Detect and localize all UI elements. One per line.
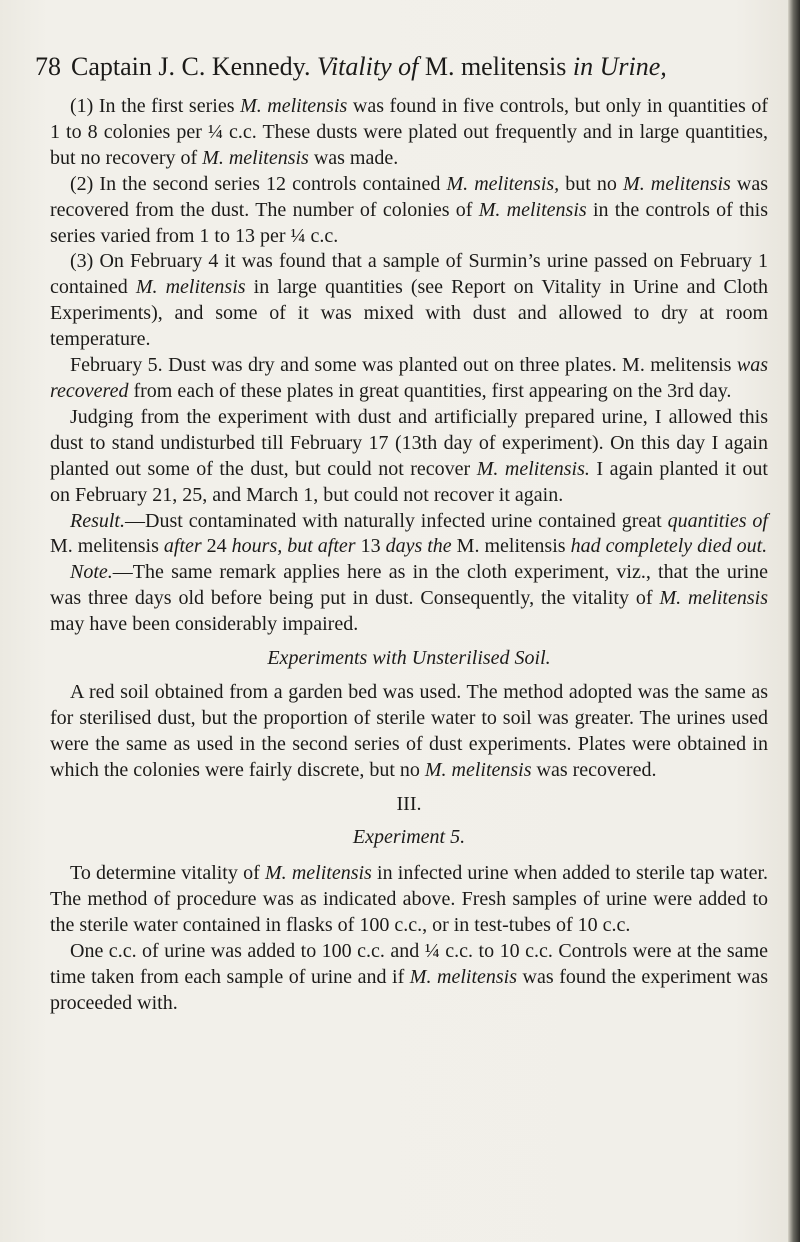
paragraph-one-cc: One c.c. of urine was added to 100 c.c. and ¼ c.c. to 10 c.c. Controls were at the same time taken from each sample of urine and if M. melitensis was found the experiment was proceeded with. — [50, 940, 768, 1014]
paragraph-note: Note.—The same remark applies here as in the cloth experiment, viz., that the urine was three days old before being put in dust. Consequently, the vitality of M. melitensis may have been considerably impaired. — [50, 561, 768, 636]
paragraph-series-1: (1) In the first series M. melitensis was found in five controls, but only in quantities of 1 to 8 colonies per ¼ c.c. These dusts were plated out frequently and in large quantities, but no recovery of M. melitensis was made. — [50, 95, 768, 169]
body-text — [50, 94, 768, 1017]
running-title-italic: Vitality of — [317, 52, 419, 81]
paragraph-determine-vitality: To determine vitality of M. melitensis in infected urine when added to sterile tap water. The method of procedure was as indicated above. Fresh samples of urine were added to the sterile water contained in flasks of 100 c.c., or in test-tubes of 10 c.c. — [50, 862, 769, 937]
section-heading-unsterilised-soil: Experiments with Unsterilised Soil. — [267, 647, 551, 670]
section-heading-experiment-5: Experiment 5. — [352, 826, 466, 849]
paragraph-red-soil: A red soil obtained from a garden bed was used. The method adopted was the same as for sterilised dust, but the proportion of sterile water to soil was greater. The urines used were the same as used in the second series of dust experiments. Plates were obtained in which the colonies were fairly discrete, but no M. melitensis was recovered. — [50, 680, 768, 781]
paragraph-february-5: February 5. Dust was dry and some was planted out on three plates. M. melitensis was recovered from each of these plates in great quantities, first appearing on the 3rd day. — [50, 354, 768, 402]
running-title-authors: Captain J. C. Kennedy. — [71, 52, 311, 81]
page-number: 78 — [35, 52, 61, 81]
running-header — [35, 52, 785, 82]
section-number: III. — [396, 792, 422, 815]
paragraph-judging: Judging from the experiment with dust and artificially prepared urine, I allowed this dust to stand undisturbed till February 17 (13th day of experiment). On this day I again planted out some of the dust, but could not recover M. melitensis. I again planted it out on February 21, 25, and March 1, but could not recover it again. — [50, 405, 768, 506]
paragraph-result: Result.—Dust contaminated with naturally infected urine contained great quantities of M. melitensis after 24 hours, but after 13 days the M. melitensis had completely died out. — [50, 509, 768, 558]
paragraph-series-3: (3) On February 4 it was found that a sample of Surmin’s urine passed on February 1 contained M. melitensis in large quantities (see Report on Vitality in Urine and Cloth Experiments), and some of it was mixed with dust and allowed to dry at room temperature. — [50, 250, 768, 351]
page-edge-shadow — [788, 0, 800, 1242]
paragraph-series-2: (2) In the second series 12 controls contained M. melitensis, but no M. melitensis was recovered from the dust. The number of colonies of M. melitensis in the controls of this series varied from 1 to 13 per ¼ c.c. — [50, 172, 769, 247]
running-title-italic-end: in Urine, — [572, 52, 667, 81]
running-title-organism: M. melitensis — [418, 52, 573, 81]
